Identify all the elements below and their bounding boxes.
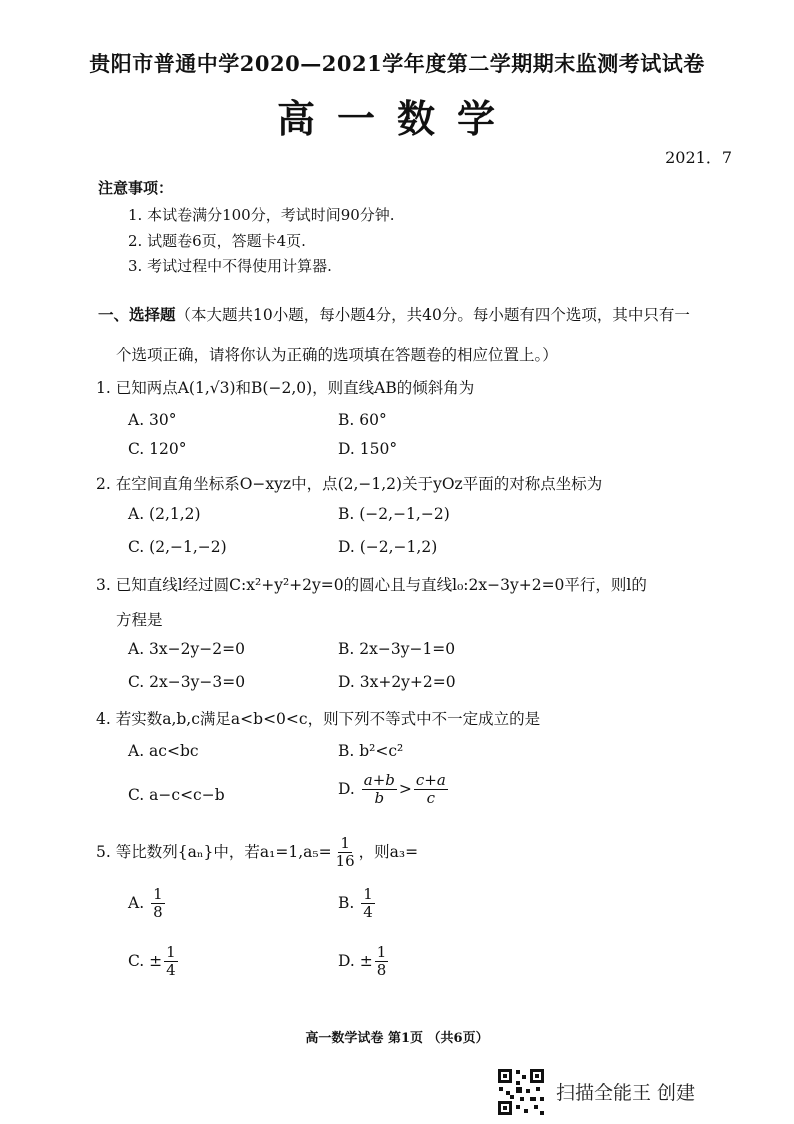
notes-title: 注意事项： [98, 179, 174, 197]
fraction-denominator: 8 [153, 903, 163, 922]
fraction [375, 944, 389, 980]
qr-code-icon [496, 1067, 546, 1117]
subject-title: 高一数学 [276, 96, 517, 141]
section-description-cont: 个选项正确，请将你认为正确的选项填在答题卷的相应位置上。） [116, 346, 558, 364]
q1-option-c: C. 120° [128, 440, 187, 458]
page-footer: 高一数学试卷 第1页 （共6页） [305, 1031, 489, 1046]
fraction [334, 835, 357, 871]
fraction-numerator: a+b [363, 771, 395, 789]
fraction-denominator: 16 [335, 852, 355, 871]
question-2-stem: 2. 在空间直角坐标系O−xyz中，点(2,−1,2)关于yOz平面的对称点坐标为 [96, 475, 603, 493]
fraction-numerator: 1 [340, 834, 350, 852]
q4-option-c: C. a−c<c−b [128, 786, 225, 804]
option-sign: ± [149, 951, 163, 970]
question-5-stem-pre: 5. 等比数列{aₙ}中，若a₁=1,a₅= [96, 842, 332, 861]
q3-option-a: A. 3x−2y−2=0 [128, 640, 245, 658]
note-item: 3. 考试过程中不得使用计算器. [128, 257, 332, 275]
q4-option-a: A. ac<bc [128, 742, 199, 760]
fraction-numerator: 1 [376, 943, 387, 961]
fraction-numerator: 1 [363, 885, 373, 903]
fraction-numerator: 1 [153, 885, 163, 903]
exam-date: 2021．7 [665, 148, 732, 167]
fraction [361, 886, 375, 922]
q3-option-b: B. 2x−3y−1=0 [338, 640, 456, 658]
q2-option-d: D. (−2,−1,2) [338, 538, 438, 556]
q5-option-d [338, 944, 390, 980]
question-5-stem-post: ，则a₃= [358, 842, 419, 861]
fraction-denominator: c [426, 789, 436, 808]
q3-option-d: D. 3x+2y+2=0 [338, 673, 456, 691]
section-description: （本大题共10小题，每小题4分，共40分。每小题有四个选项，其中只有一 [175, 306, 690, 324]
q2-option-c: C. (2,−1,−2) [128, 538, 227, 556]
question-4-stem: 4. 若实数a,b,c满足a<b<0<c，则下列不等式中不一定成立的是 [96, 710, 541, 728]
relation-sign: > [398, 779, 412, 798]
fraction-denominator: 8 [376, 961, 387, 980]
option-label: C. [128, 951, 145, 970]
question-1-stem: 1. 已知两点A(1,√3)和B(−2,0)，则直线AB的倾斜角为 [96, 379, 475, 397]
fraction [151, 886, 165, 922]
section-label: 一、选择题 [98, 305, 176, 324]
fraction-denominator: b [374, 789, 385, 808]
q4-option-b: B. b²<c² [338, 742, 404, 760]
scanner-watermark-text: 扫描全能王 创建 [556, 1082, 696, 1104]
option-sign: ± [359, 951, 373, 970]
section-heading [98, 303, 690, 325]
q2-option-b: B. (−2,−1,−2) [338, 505, 450, 523]
fraction [362, 772, 397, 808]
q5-option-c [128, 944, 180, 980]
fraction-numerator: 1 [166, 943, 176, 961]
q1-option-b: B. 60° [338, 411, 387, 429]
q3-option-c: C. 2x−3y−3=0 [128, 673, 246, 691]
q4-option-d-label: D. [338, 779, 355, 798]
note-item: 1. 本试卷满分100分，考试时间90分钟. [128, 206, 395, 224]
option-label: A. [128, 893, 145, 912]
q1-option-a: A. 30° [128, 411, 177, 429]
question-3-stem: 3. 已知直线l经过圆C:x²+y²+2y=0的圆心且与直线l₀:2x−3y+2=0平行，则l的 [96, 576, 647, 594]
q5-option-b [338, 886, 377, 922]
q5-option-a [128, 886, 167, 922]
question-3-stem-cont: 方程是 [116, 611, 163, 629]
q1-option-d: D. 150° [338, 440, 398, 458]
option-label: B. [338, 893, 355, 912]
fraction [164, 944, 178, 980]
fraction-denominator: 4 [166, 961, 176, 980]
question-5-stem [96, 835, 418, 871]
fraction [414, 772, 448, 808]
q2-option-a: A. (2,1,2) [128, 505, 201, 523]
q4-option-d [338, 772, 450, 808]
note-item: 2. 试题卷6页，答题卡4页. [128, 232, 306, 250]
exam-title: 贵阳市普通中学2020—2021学年度第二学期期末监测考试试卷 [89, 51, 705, 76]
fraction-numerator: c+a [415, 771, 446, 789]
fraction-denominator: 4 [363, 903, 373, 922]
option-label: D. [338, 951, 355, 970]
